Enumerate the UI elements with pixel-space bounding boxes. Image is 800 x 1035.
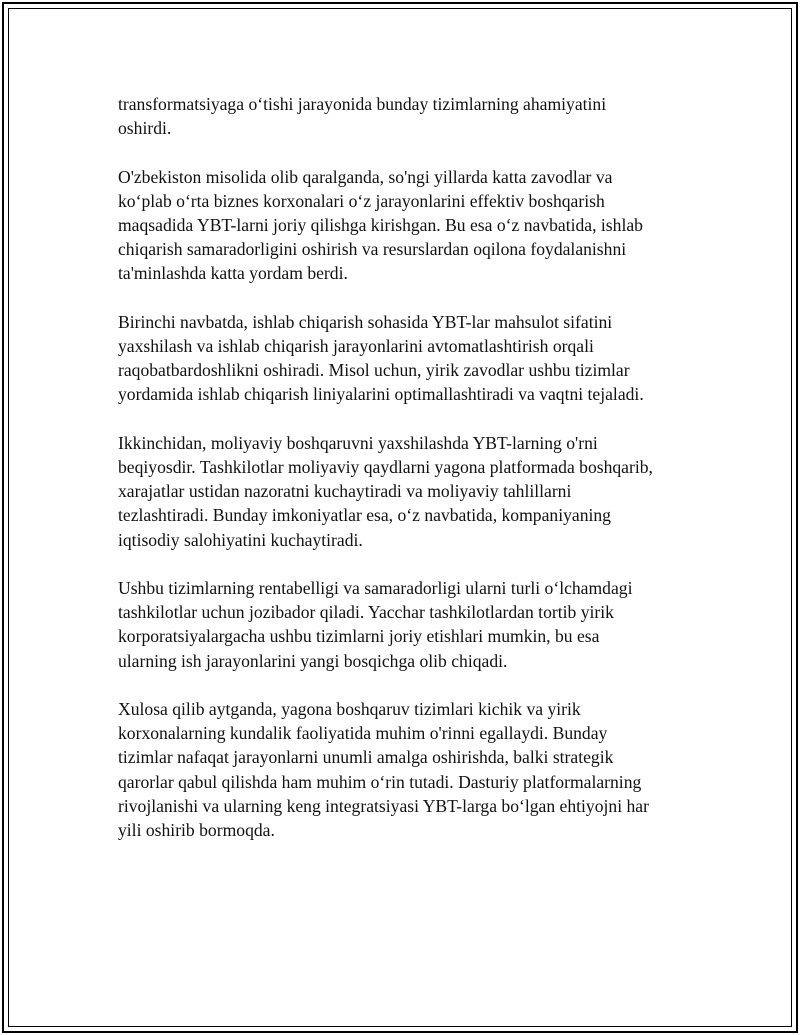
paragraph-2: O'zbekiston misolida olib qaralganda, so'ngi yillarda katta zavodlar va ko‘plab o‘rta biznes korxonalari o‘z jarayonlarini effektiv boshqarish maqsadida YBT-larni joriy qilishga kirishgan. Bu esa o‘z navbatida, ishlab chiqarish samaradorligini oshirish va resurslardan oqilona foydalanishni ta'minlashda katta yordam berdi. xyxy=(118,166,643,284)
paragraph-4: Ikkinchidan, moliyaviy boshqaruvni yaxshilashda YBT-larning o'rni beqiyosdir. Tashkilotlar moliyaviy qaydlarni yagona platformada boshqarib, xarajatlar ustidan nazoratni kuchaytiradi va moliyaviy tahlillarni tezlashtiradi. Bunday imkoniyatlar esa, o‘z navbatida, kompaniyaning iqtisodiy salohiyatini kuchaytiradi. xyxy=(118,432,653,550)
paragraph-5: Ushbu tizimlarning rentabelligi va samaradorligi ularni turli o‘lchamdagi tashkilotlar uchun jozibador qiladi. Yacchar tashkilotlardan tortib yirik korporatsiyalargacha ushbu tizimlarni joriy etishlari mumkin, bu esa ularning ish jarayonlarini yangi bosqichga olib chiqadi. xyxy=(118,578,633,671)
paragraph-6: Xulosa qilib aytganda, yagona boshqaruv tizimlari kichik va yirik korxonalarning kundalik faoliyatida muhim o'rinni egallaydi. Bunday tizimlar nafaqat jarayonlarni unumli amalga oshirishda, balki strategik qarorlar qabul qilishda ham muhim o‘rin tutadi. Dasturiy platformalarning rivojlanishi va ularning keng integratsiyasi YBT-larga bo‘lgan ehtiyojni har yili oshirib bormoqda. xyxy=(118,699,649,841)
paragraph-1: transformatsiyaga o‘tishi jarayonida bunday tizimlarning ahamiyatini oshirdi. xyxy=(118,94,607,139)
paragraph-3: Birinchi navbatda, ishlab chiqarish sohasida YBT-lar mahsulot sifatini yaxshilash va ishlab chiqarish jarayonlarini avtomatlashtirish orqali raqobatbardoshlikni oshiradi. Misol uchun, yirik zavodlar ushbu tizimlar yordamida ishlab chiqarish liniyalarini optimallashtiradi va vaqtni tejaladi. xyxy=(118,311,644,405)
document-body xyxy=(118,92,698,866)
